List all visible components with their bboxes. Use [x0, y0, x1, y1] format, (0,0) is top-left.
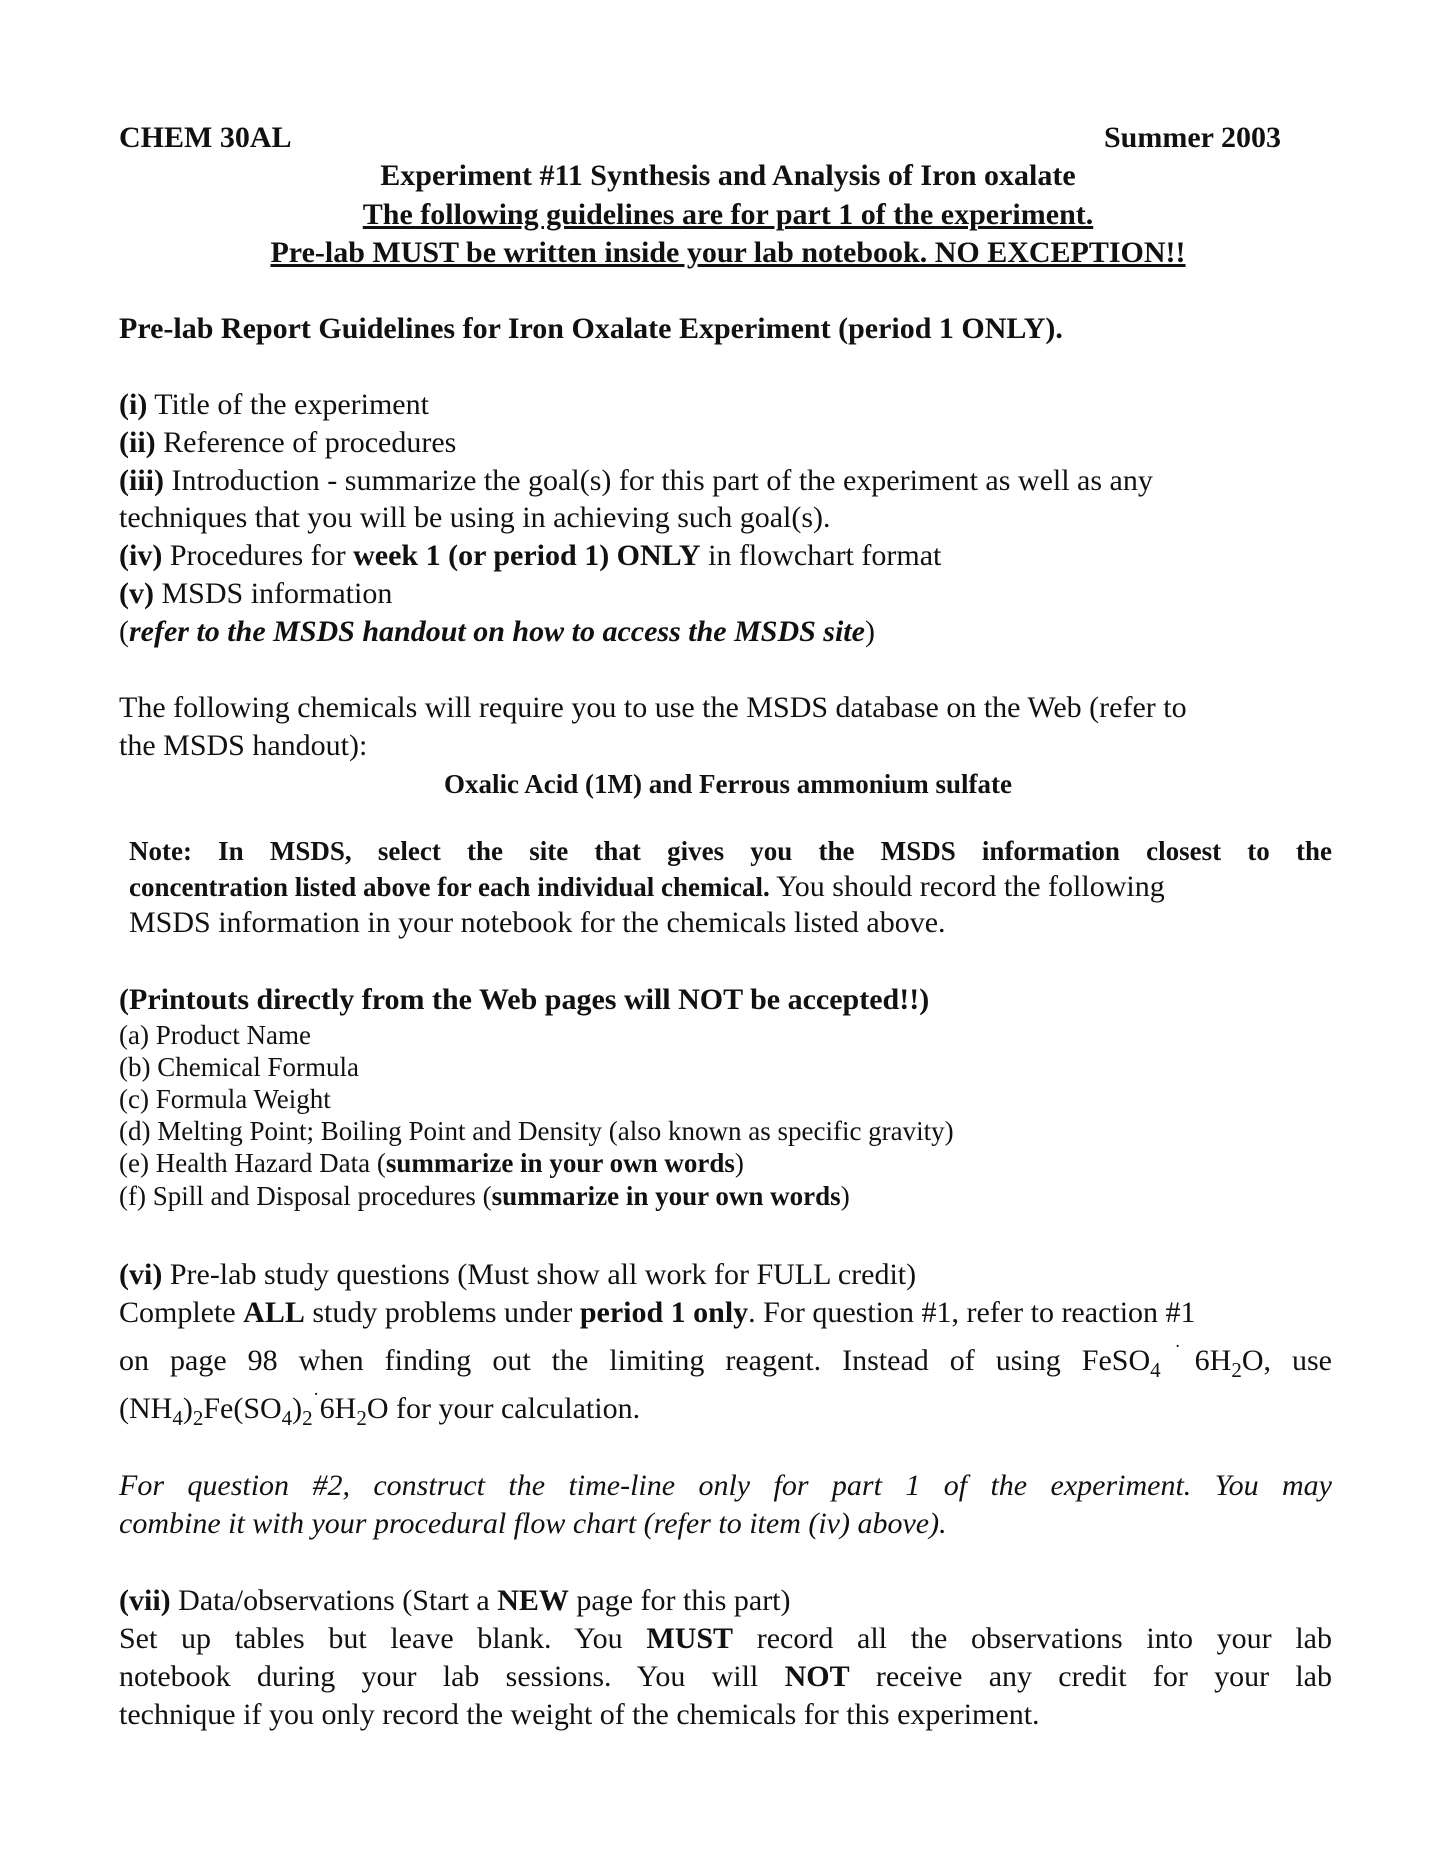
item-vii-text-end: page for this part) — [568, 1584, 791, 1617]
msds-reference: refer to the MSDS handout on how to access the MSDS site — [129, 615, 865, 648]
item-iv-number: (iv) — [119, 539, 163, 572]
subscript: 2 — [356, 1406, 367, 1430]
item-iii — [119, 464, 1153, 498]
formula-part: O for your calculation. — [366, 1392, 641, 1425]
study-period-emphasis: period 1 only — [579, 1296, 749, 1329]
msds-item-e-emphasis: summarize in your own words — [385, 1148, 735, 1178]
item-iii-number: (iii) — [119, 464, 164, 497]
printouts-warning: (Printouts directly from the Web pages will NOT be accepted!!) — [119, 983, 930, 1016]
formula-part: ) — [182, 1392, 193, 1425]
msds-item-f-text: (f) Spill and Disposal procedures ( — [119, 1181, 492, 1211]
hydrate-dot: ˙ — [312, 1388, 320, 1412]
study-line1-c: . For question #1, refer to reaction #1 — [748, 1296, 1196, 1329]
item-iv-emphasis: week 1 (or period 1) ONLY — [353, 539, 701, 572]
study-line1-a: Complete — [119, 1296, 244, 1329]
item-i-text: Title of the experiment — [147, 388, 429, 421]
item-v-text: MSDS information — [153, 577, 393, 610]
msds-item-a: (a) Product Name — [119, 1020, 311, 1050]
msds-item-f-close: ) — [840, 1181, 850, 1211]
item-i-number: (i) — [119, 388, 148, 421]
data-line1-a: Set up tables but leave blank. You — [119, 1622, 647, 1655]
item-i — [119, 388, 429, 422]
item-v-number: (v) — [119, 577, 154, 610]
formula-part: ) — [292, 1392, 303, 1425]
study-line2-c: O, use — [1241, 1344, 1332, 1377]
chemicals-intro-line2: the MSDS handout): — [119, 729, 368, 762]
question2-line2: combine it with your procedural flow chart (refer to item (iv) above). — [119, 1507, 947, 1540]
study-line2-b: 6H — [1194, 1344, 1232, 1377]
formula-part: 6H — [319, 1392, 357, 1425]
msds-note-emphasis: concentration listed above for each individual chemical. — [129, 872, 770, 902]
study-line1-b: study problems under — [304, 1296, 580, 1329]
section-title: Pre-lab Report Guidelines for Iron Oxalate Experiment (period 1 ONLY). — [119, 312, 1063, 345]
question2-line1: For question #2, construct the time-line only for part 1 of the experiment. You may — [119, 1469, 1332, 1502]
item-vi-text: Pre-lab study questions (Must show all work for FULL credit) — [162, 1258, 917, 1291]
study-all-emphasis: ALL — [243, 1296, 305, 1329]
item-ii — [119, 426, 456, 460]
term-label: Summer 2003 — [1104, 121, 1281, 154]
item-v — [119, 577, 392, 611]
item-iii-text: Introduction - summarize the goal(s) for this part of the experiment as well as any — [164, 464, 1153, 497]
item-vii-text: Data/observations (Start a — [170, 1584, 498, 1617]
msds-note-line3: MSDS information in your notebook for the chemicals listed above. — [129, 906, 946, 939]
msds-item-b: (b) Chemical Formula — [119, 1052, 359, 1082]
item-vi — [119, 1258, 916, 1292]
guideline-note: The following guidelines are for part 1 of the experiment. — [362, 198, 1094, 231]
study-line2 — [119, 1340, 1332, 1382]
data-line2-a: notebook during your lab sessions. You will — [119, 1660, 785, 1693]
paren-open: ( — [119, 615, 129, 648]
experiment-title: Experiment #11 Synthesis and Analysis of Iron oxalate — [380, 159, 1076, 192]
item-vii — [119, 1584, 791, 1618]
data-line1 — [119, 1622, 1332, 1656]
item-iv — [119, 539, 941, 573]
data-line1-b: record all the observations into your lab — [733, 1622, 1332, 1655]
subscript: 2 — [1231, 1358, 1242, 1382]
item-vi-number: (vi) — [119, 1258, 163, 1291]
subscript: 2 — [302, 1406, 313, 1430]
data-line3: technique if you only record the weight of the chemicals for this experiment. — [119, 1698, 1040, 1731]
item-iv-text: Procedures for — [162, 539, 354, 572]
item-vii-number: (vii) — [119, 1584, 171, 1617]
study-line1 — [119, 1296, 1196, 1330]
item-iv-text-end: in flowchart format — [700, 539, 942, 572]
msds-item-e — [119, 1148, 744, 1179]
subscript: 4 — [281, 1406, 293, 1430]
msds-item-f — [119, 1181, 850, 1212]
subscript: 4 — [172, 1406, 183, 1430]
item-ii-number: (ii) — [119, 426, 156, 459]
data-line2-b: receive any credit for your lab — [849, 1660, 1332, 1693]
chemicals-list: Oxalic Acid (1M) and Ferrous ammonium sulfate — [444, 769, 1012, 799]
hydrate-dot: ˙ — [1160, 1340, 1195, 1364]
msds-item-f-emphasis: summarize in your own words — [491, 1181, 841, 1211]
msds-note-rest: You should record the following — [769, 870, 1165, 903]
chemicals-intro-line1: The following chemicals will require you to use the MSDS database on the Web (refer to — [119, 691, 1187, 724]
msds-note-line2 — [129, 870, 1165, 904]
msds-item-e-close: ) — [734, 1148, 744, 1178]
subscript: 4 — [1150, 1358, 1161, 1382]
not-emphasis: NOT — [784, 1660, 850, 1693]
study-line3 — [119, 1388, 641, 1430]
msds-item-d: (d) Melting Point; Boiling Point and Density (also known as specific gravity) — [119, 1116, 954, 1146]
data-line2 — [119, 1660, 1332, 1694]
formula-part: Fe(SO — [203, 1392, 282, 1425]
msds-item-e-text: (e) Health Hazard Data ( — [119, 1148, 386, 1178]
prelab-note: Pre-lab MUST be written inside your lab notebook. NO EXCEPTION!! — [270, 236, 1186, 269]
item-iii-continued: techniques that you will be using in achieving such goal(s). — [119, 501, 831, 534]
paren-close: ) — [864, 615, 875, 648]
must-emphasis: MUST — [646, 1622, 734, 1655]
msds-item-c: (c) Formula Weight — [119, 1084, 331, 1114]
study-line2-a: on page 98 when finding out the limiting reagent. Instead of using FeSO — [119, 1344, 1151, 1377]
item-v-reference — [119, 615, 875, 649]
formula-part: (NH — [119, 1392, 173, 1425]
subscript: 2 — [192, 1406, 204, 1430]
item-ii-text: Reference of procedures — [155, 426, 457, 459]
msds-note-line1: Note: In MSDS, select the site that gives you the MSDS information closest to the — [129, 836, 1332, 866]
course-code: CHEM 30AL — [119, 121, 292, 154]
new-emphasis: NEW — [497, 1584, 569, 1617]
